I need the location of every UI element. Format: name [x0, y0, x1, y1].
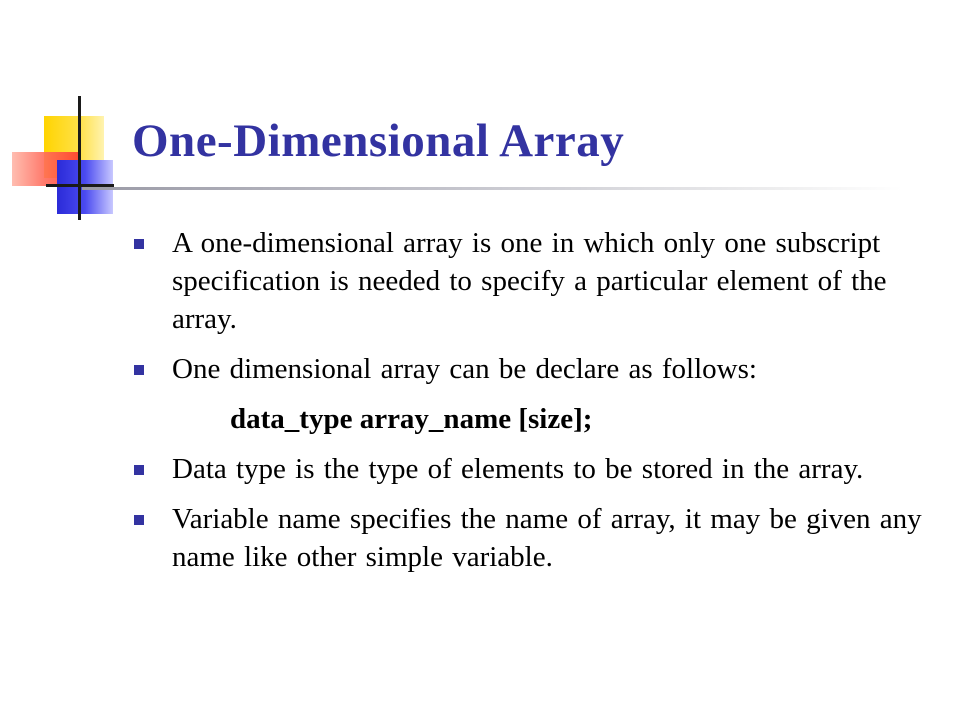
- code-syntax-line: data_type array_name [size];: [230, 403, 593, 435]
- bullet-text: One dimensional array can be declare as follows:: [172, 353, 757, 385]
- slide-title: One-Dimensional Array: [132, 115, 625, 167]
- square-bullet-icon: [134, 365, 144, 375]
- bullet-item: [134, 224, 924, 338]
- title-underline: [82, 187, 902, 190]
- bullet-item: [134, 450, 924, 488]
- square-bullet-icon: [134, 239, 144, 249]
- bullet-text: A one-dimensional array is one in which only one subscript specification is needed to specify a particular element of the array.: [172, 227, 887, 335]
- bullet-text: Data type is the type of elements to be stored in the array.: [172, 453, 864, 485]
- square-bullet-icon: [134, 465, 144, 475]
- vertical-line: [78, 96, 81, 220]
- slide-content: [134, 224, 924, 588]
- bullet-text: Variable name specifies the name of array, it may be given any name like other simple variable.: [172, 503, 922, 573]
- bullet-item: [134, 350, 924, 388]
- corner-color-blocks-graphic: [0, 0, 140, 230]
- bullet-item: [134, 500, 924, 576]
- square-bullet-icon: [134, 515, 144, 525]
